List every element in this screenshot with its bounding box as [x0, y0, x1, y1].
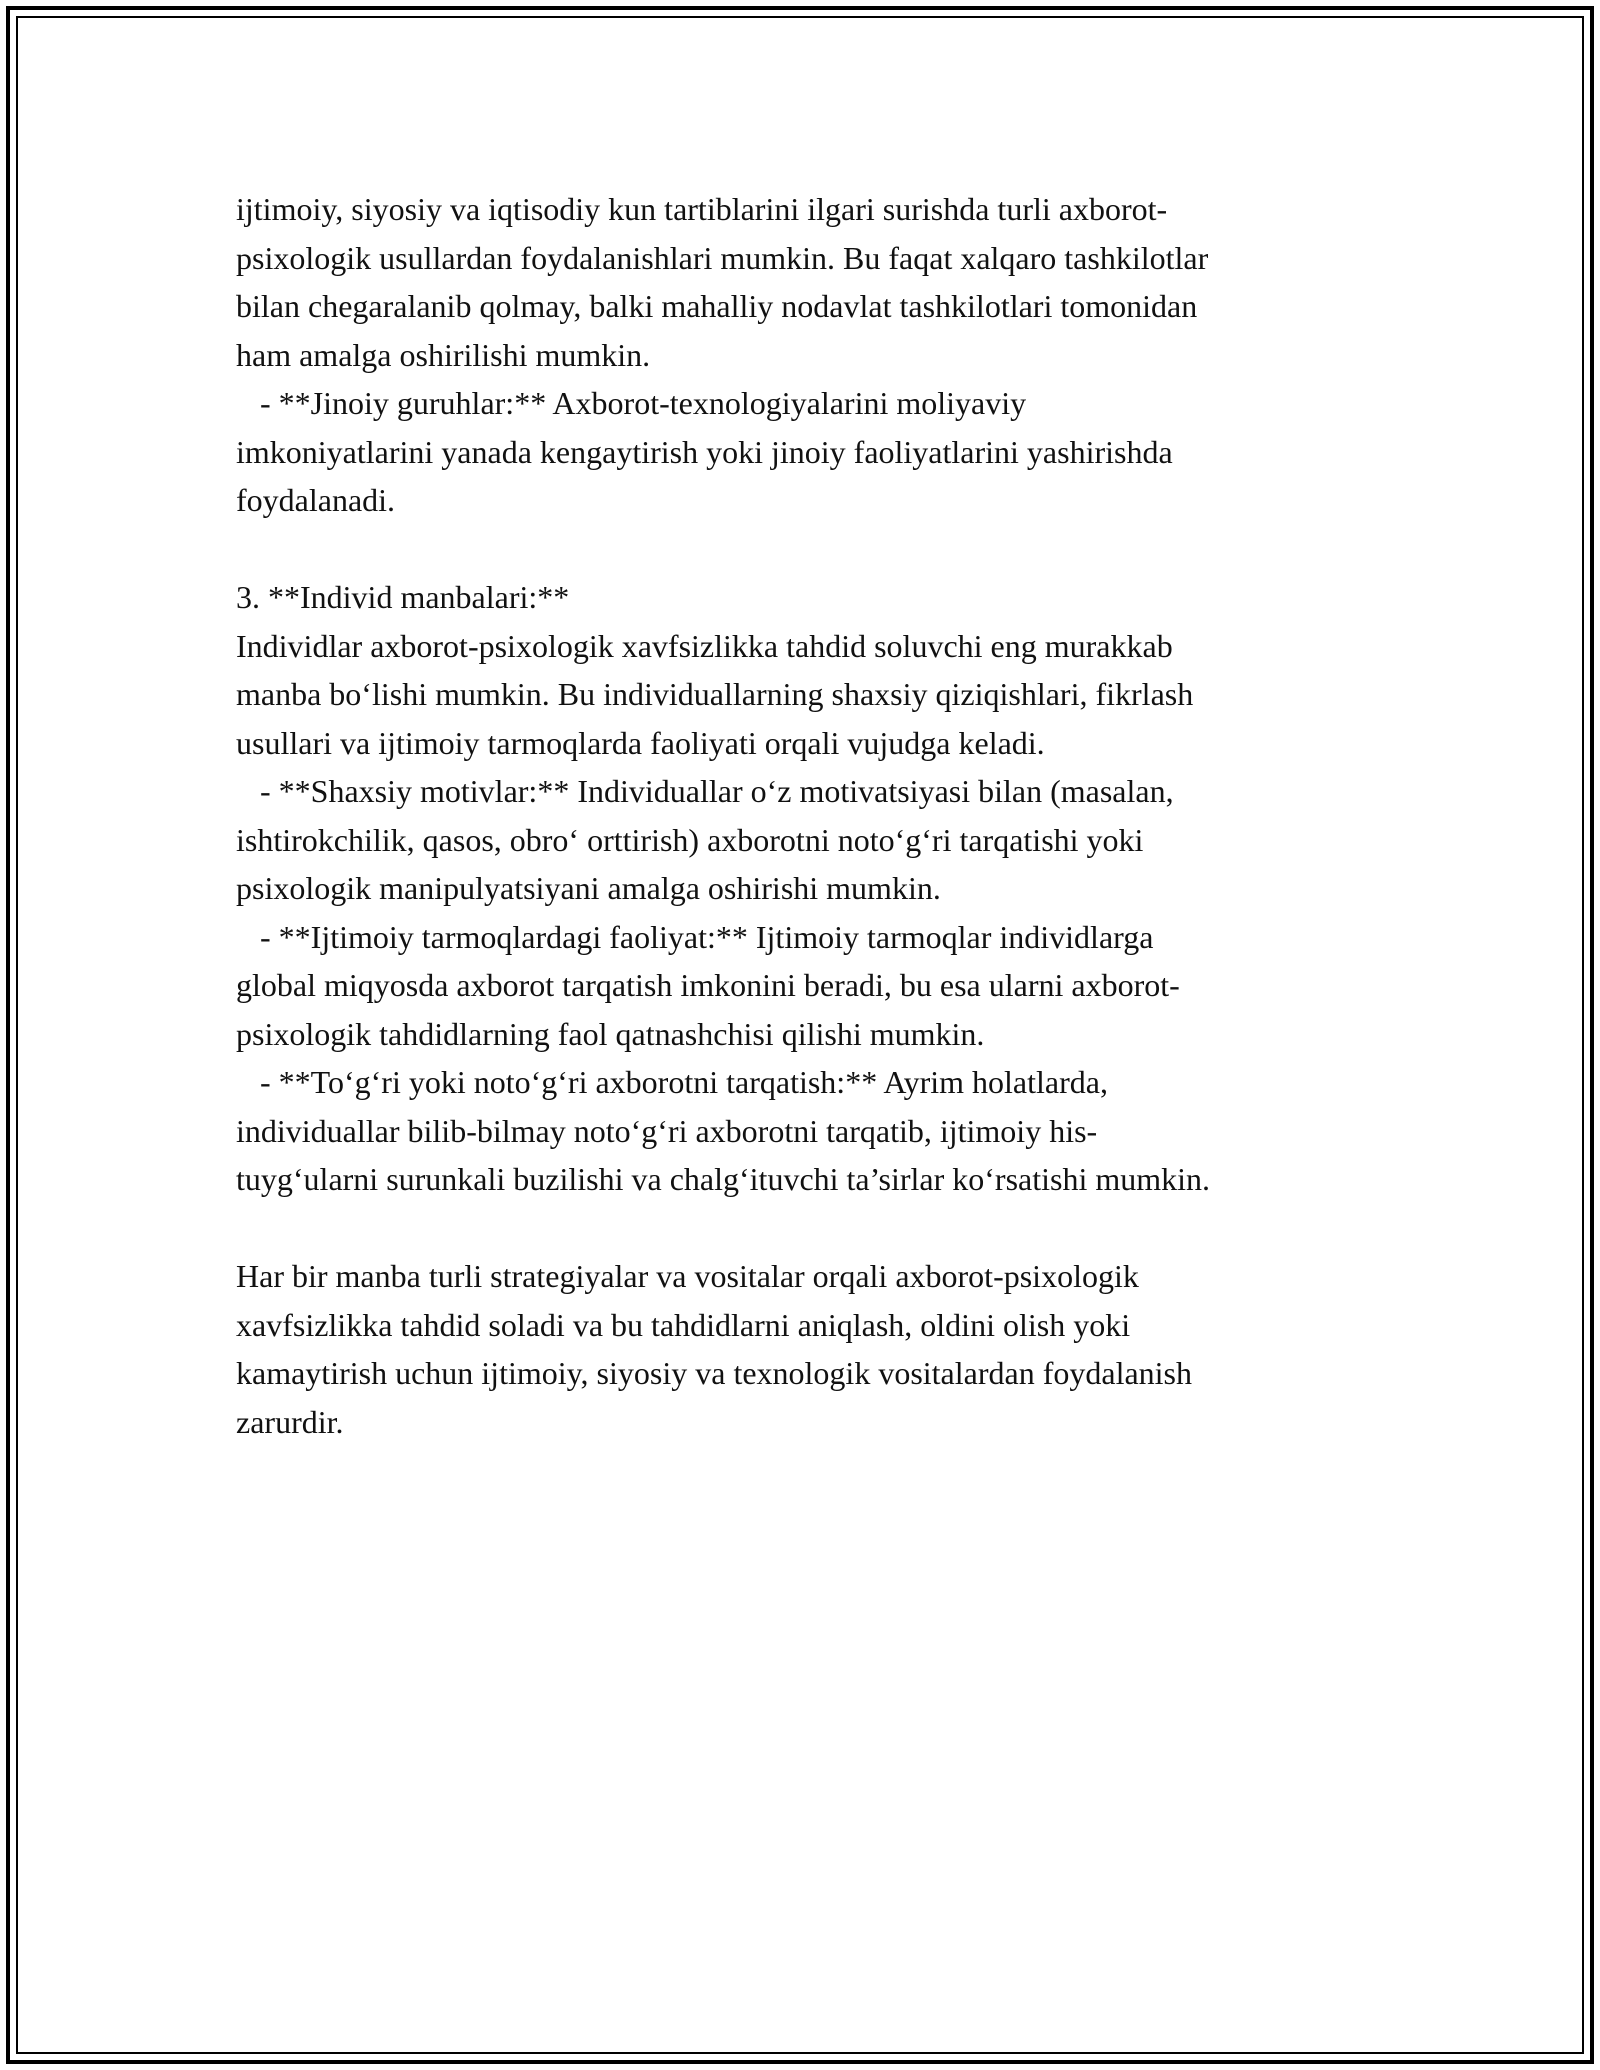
text-line: tuyg‘ularni surunkali buzilishi va chalg‘ituvchi ta’sirlar ko‘rsatishi mumkin. [236, 1161, 1211, 1197]
text-line: foydalanadi. [236, 482, 396, 518]
text-line: xavfsizlikka tahdid soladi va bu tahdidlarni aniqlash, oldini olish yoki [236, 1306, 1131, 1343]
text-line: ijtimoiy, siyosiy va iqtisodiy kun tartiblarini ilgari surishda turli axborot- [236, 191, 1168, 227]
text-line: psixologik usullardan foydalanishlari mumkin. Bu faqat xalqaro tashkilotlar [236, 239, 1209, 276]
section-heading: 3. **Individ manbalari:** [236, 579, 570, 615]
text-line: psixologik tahdidlarning faol qatnashchisi qilishi mumkin. [236, 1015, 985, 1052]
text-line: manba bo‘lishi mumkin. Bu individuallarning shaxsiy qiziqishlari, fikrlash [236, 676, 1194, 712]
text-line: zarurdir. [236, 1403, 344, 1440]
paragraph-spacer [236, 1204, 1366, 1253]
paragraph-organizations-continued [236, 185, 1366, 525]
paragraph-spacer [236, 525, 1366, 574]
text-line: Har bir manba turli strategiyalar va vositalar orqali axborot-psixologik [236, 1258, 1139, 1294]
list-item-personal-motives: - **Shaxsiy motivlar:** Individuallar o‘z motivatsiyasi bilan (masalan, [236, 773, 1174, 809]
text-line: ishtirokchilik, qasos, obro‘ orttirish) axborotni noto‘g‘ri tarqatishi yoki [236, 821, 1144, 858]
text-line: kamaytirish uchun ijtimoiy, siyosiy va texnologik vositalardan foydalanish [236, 1355, 1192, 1391]
list-item-criminal-groups: - **Jinoiy guruhlar:** Axborot-texnologiyalarini moliyaviy [236, 385, 1027, 421]
paragraph-conclusion [236, 1252, 1366, 1446]
text-line: imkoniyatlarini yanada kengaytirish yoki jinoiy faoliyatlarini yashirishda [236, 433, 1173, 470]
section-individual-sources [236, 573, 1366, 1204]
document-body [236, 185, 1366, 1446]
text-line: bilan chegaralanib qolmay, balki mahalliy nodavlat tashkilotlari tomonidan [236, 288, 1198, 324]
text-line: usullari va ijtimoiy tarmoqlarda faoliyati orqali vujudga keladi. [236, 724, 1045, 761]
text-line: global miqyosda axborot tarqatish imkonini beradi, bu esa ularni axborot- [236, 967, 1180, 1003]
list-item-social-network-activity: - **Ijtimoiy tarmoqlardagi faoliyat:** Ijtimoiy tarmoqlar individlarga [236, 918, 1154, 955]
text-line: psixologik manipulyatsiyani amalga oshirishi mumkin. [236, 870, 941, 906]
text-line: ham amalga oshirilishi mumkin. [236, 336, 651, 373]
text-line: Individlar axborot-psixologik xavfsizlikka tahdid soluvchi eng murakkab [236, 627, 1173, 664]
list-item-information-spreading: - **To‘g‘ri yoki noto‘g‘ri axborotni tarqatish:** Ayrim holatlarda, [236, 1064, 1108, 1100]
text-line: individuallar bilib-bilmay noto‘g‘ri axborotni tarqatib, ijtimoiy his- [236, 1112, 1098, 1149]
